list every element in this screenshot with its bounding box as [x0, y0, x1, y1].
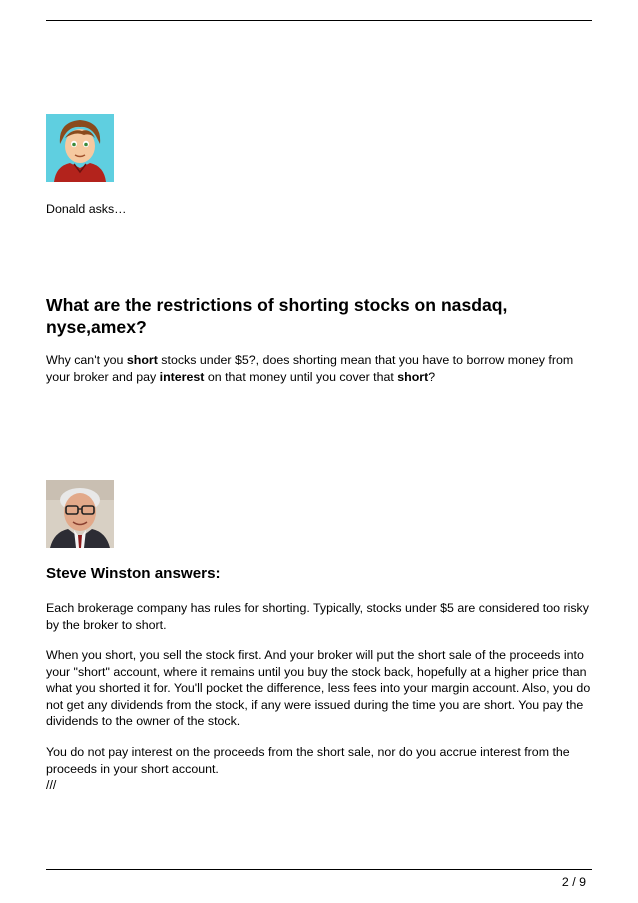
question-text: Why can't you: [46, 353, 127, 367]
answer-text: You do not pay interest on the proceeds from the short sale, nor do you accrue interest from the proceeds in your short account.: [46, 745, 570, 776]
answerer-avatar-icon: [46, 480, 114, 548]
answer-paragraph: When you short, you sell the stock first. And your broker will put the short sale of the proceeds into your "short" account, where it remains until you buy the stock back, hopefully at a higher price than what you shorted it for. You'll pocket the difference, less fees into your margin account. Also, you do not get any dividends from the stock, if any were issued during the time you are short. You pay the dividends to the owner of the stock.: [46, 648, 591, 728]
footer-rule: [46, 869, 592, 870]
answer-paragraph: [46, 744, 594, 794]
closing-mark: ///: [46, 778, 57, 792]
asker-avatar-icon: [46, 114, 114, 182]
header-rule: [46, 20, 592, 21]
question-body: [46, 352, 594, 385]
answerer-line: Steve Winston answers:: [46, 565, 221, 582]
question-text: on that money until you cover that: [204, 369, 398, 384]
answer-paragraph: Each brokerage company has rules for shorting. Typically, stocks under $5 are considered too risky by the broker to short.: [46, 601, 589, 632]
question-text: stocks under $5?, does shorting mean that you have to borrow money from your broker and pay: [46, 353, 574, 384]
question-title: What are the restrictions of shorting stocks on nasdaq, nyse,amex?: [46, 295, 508, 337]
asker-line: Donald asks…: [46, 202, 127, 216]
keyword-link[interactable]: short: [397, 369, 429, 384]
page-indicator: 2 / 9: [561, 875, 586, 889]
question-text: ?: [428, 369, 436, 384]
keyword-link[interactable]: short: [126, 353, 158, 367]
keyword-link[interactable]: interest: [159, 369, 205, 384]
